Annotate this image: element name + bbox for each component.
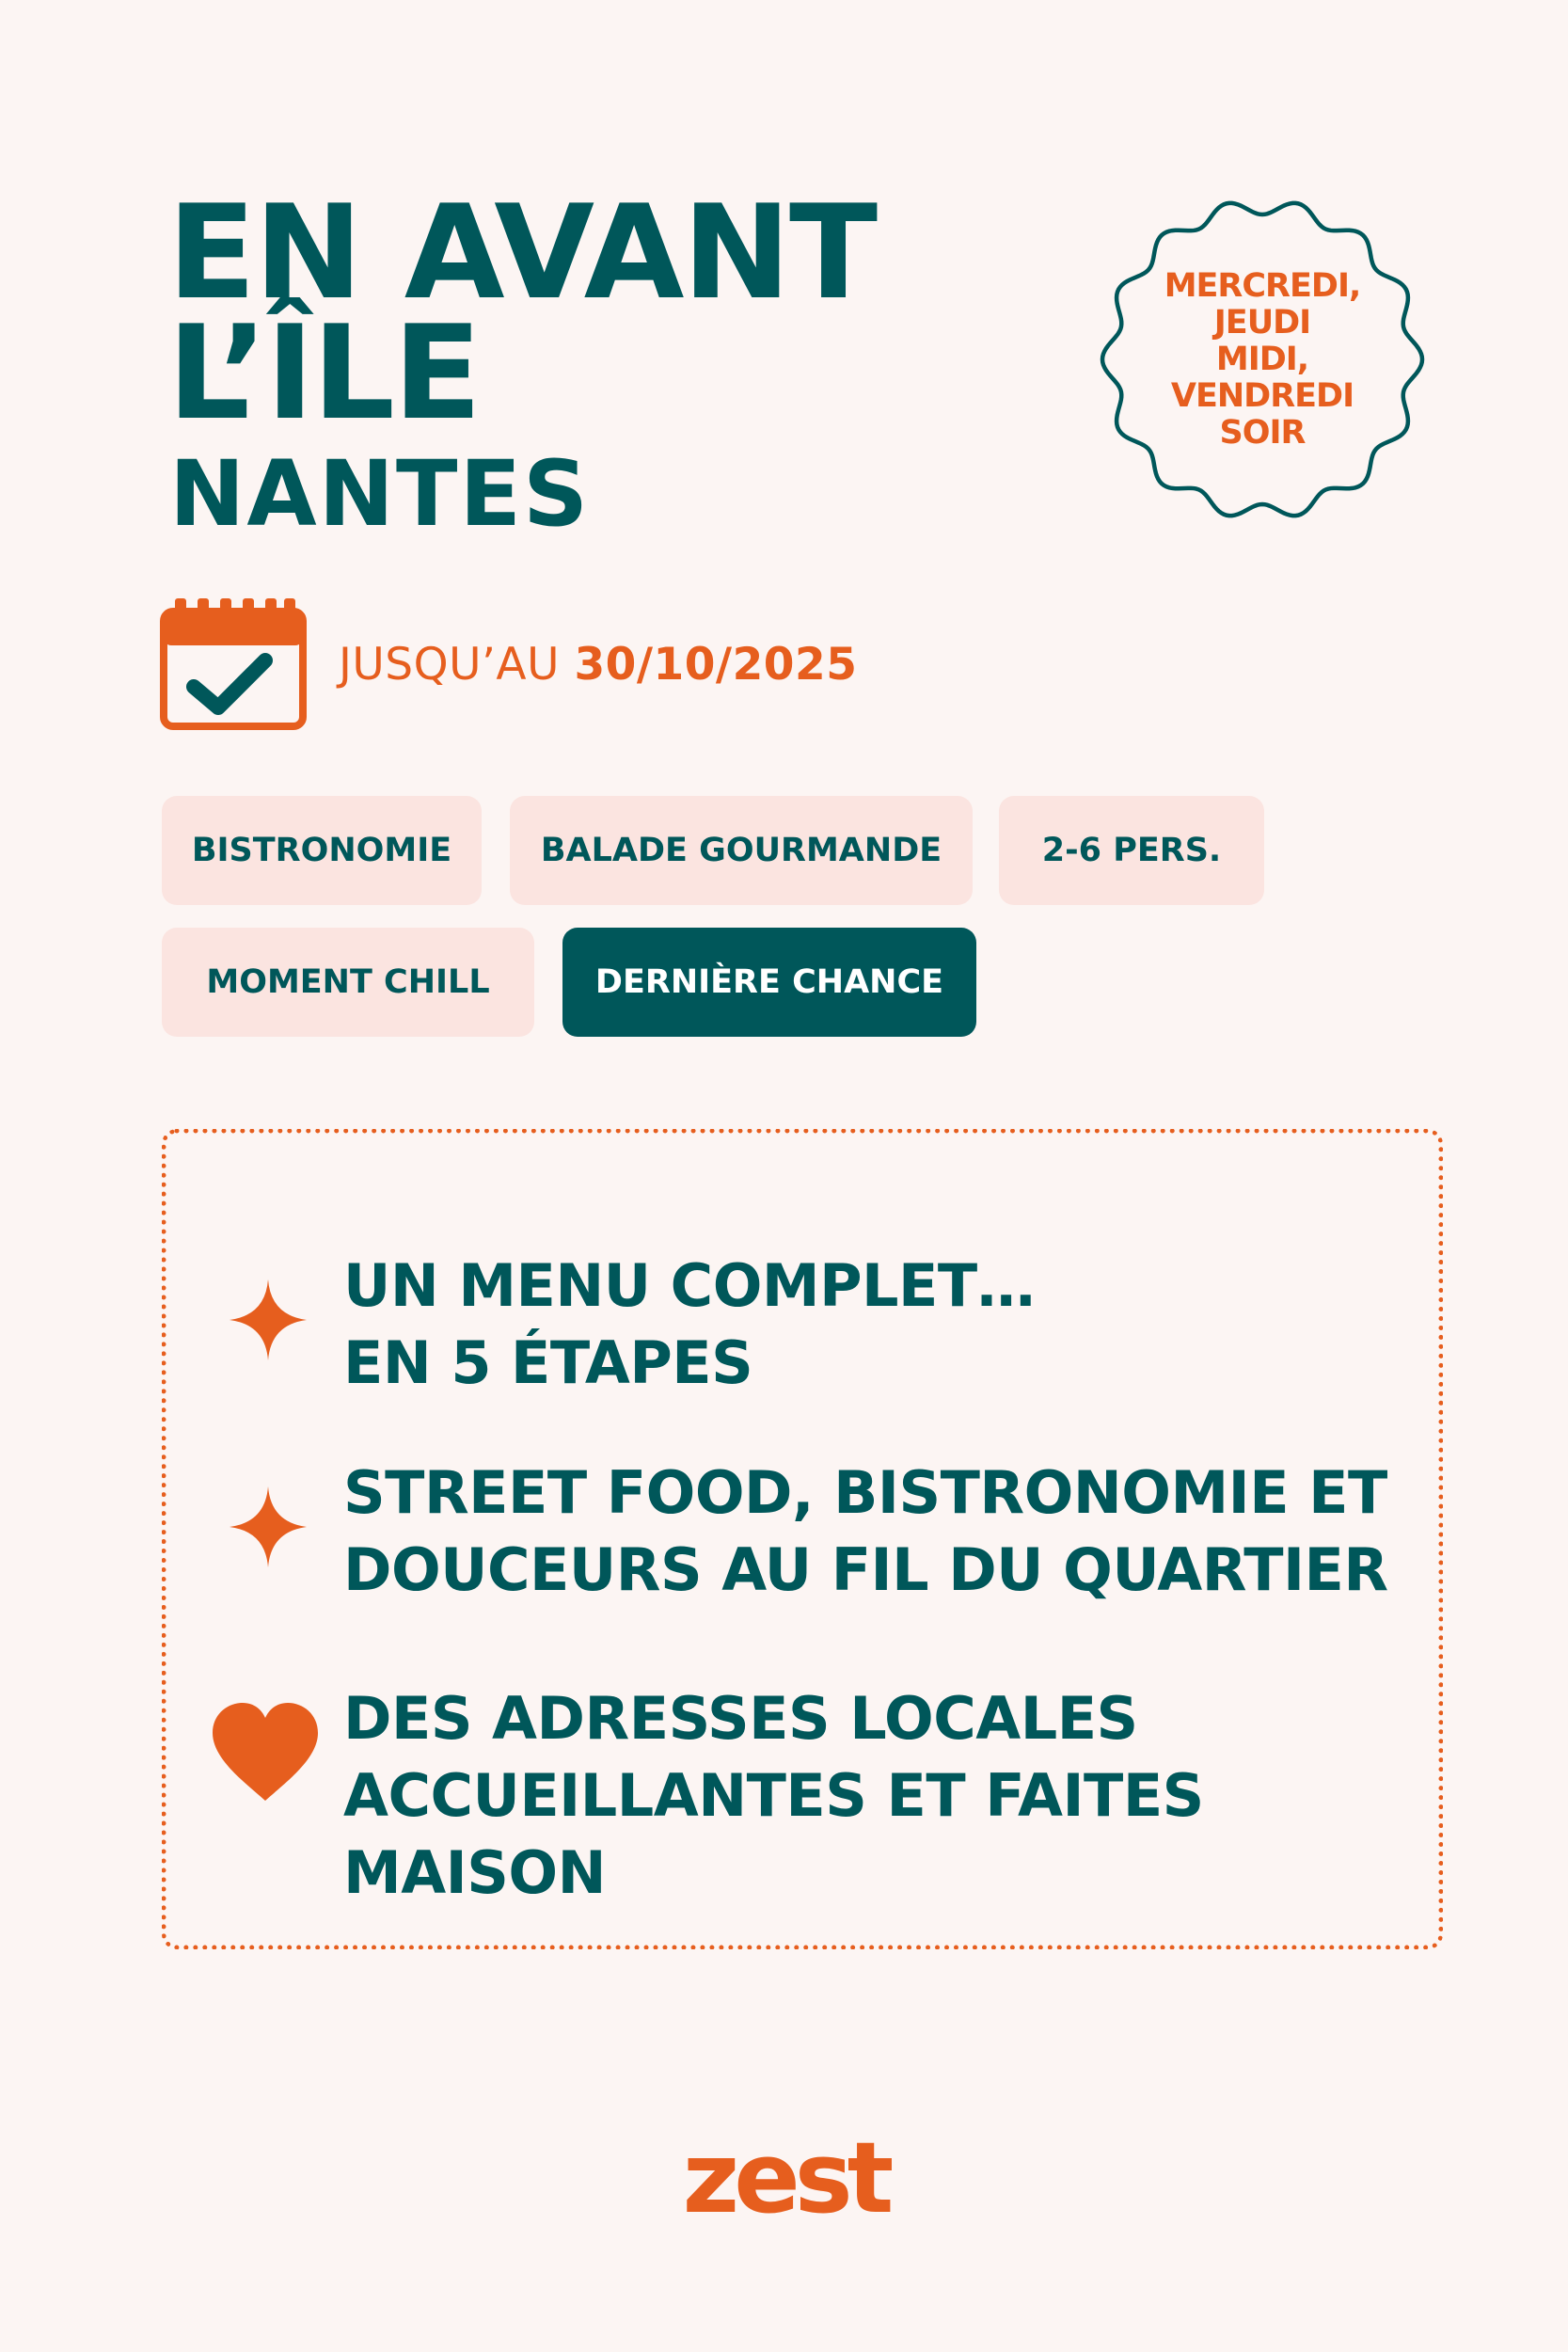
feature-line: UN MENU COMPLET… [343,1251,1036,1320]
heart-icon [209,1701,322,1804]
schedule-badge [1097,194,1428,525]
validity-row [160,598,857,730]
feature-line: EN 5 ÉTAPES [343,1328,753,1397]
schedule-line: MERCREDI, [1164,266,1361,305]
feature-line: DOUCEURS AU FIL DU QUARTIER [343,1535,1388,1604]
tag-balade-gourmande: BALADE GOURMANDE [510,796,973,905]
sparkle-icon [228,1485,309,1569]
title-line-1: EN AVANT [167,177,877,328]
zest-logo [640,2131,931,2234]
tag-moment-chill: MOMENT CHILL [162,928,534,1037]
feature-line: ACCUEILLANTES ET FAITES [343,1761,1204,1830]
validity-prefix: JUSQU’AU [339,638,560,691]
feature-menu [343,1248,1035,1402]
logo-text: zest [682,2131,889,2234]
sparkle-icon [228,1278,309,1362]
title-line-2: L’ÎLE [167,297,481,449]
feature-street-food [343,1454,1388,1609]
feature-line: STREET FOOD, BISTRONOMIE ET [343,1458,1387,1527]
city-name: NANTES [169,441,591,547]
validity-text [339,639,857,691]
schedule-text [1097,194,1428,525]
page-title [167,177,877,449]
feature-line: MAISON [343,1838,606,1907]
schedule-line: VENDREDI [1170,376,1354,415]
feature-local-addresses [343,1680,1204,1912]
schedule-line: JEUDI [1213,303,1311,342]
schedule-line: SOIR [1219,413,1306,452]
schedule-line: MIDI, [1215,340,1309,378]
tag-bistronomie: BISTRONOMIE [162,796,482,905]
calendar-check-icon [160,598,307,730]
tag-group-size: 2-6 PERS. [999,796,1264,905]
feature-line: DES ADRESSES LOCALES [343,1684,1138,1753]
tag-derniere-chance: DERNIÈRE CHANCE [562,928,976,1037]
validity-date: 30/10/2025 [574,638,858,691]
